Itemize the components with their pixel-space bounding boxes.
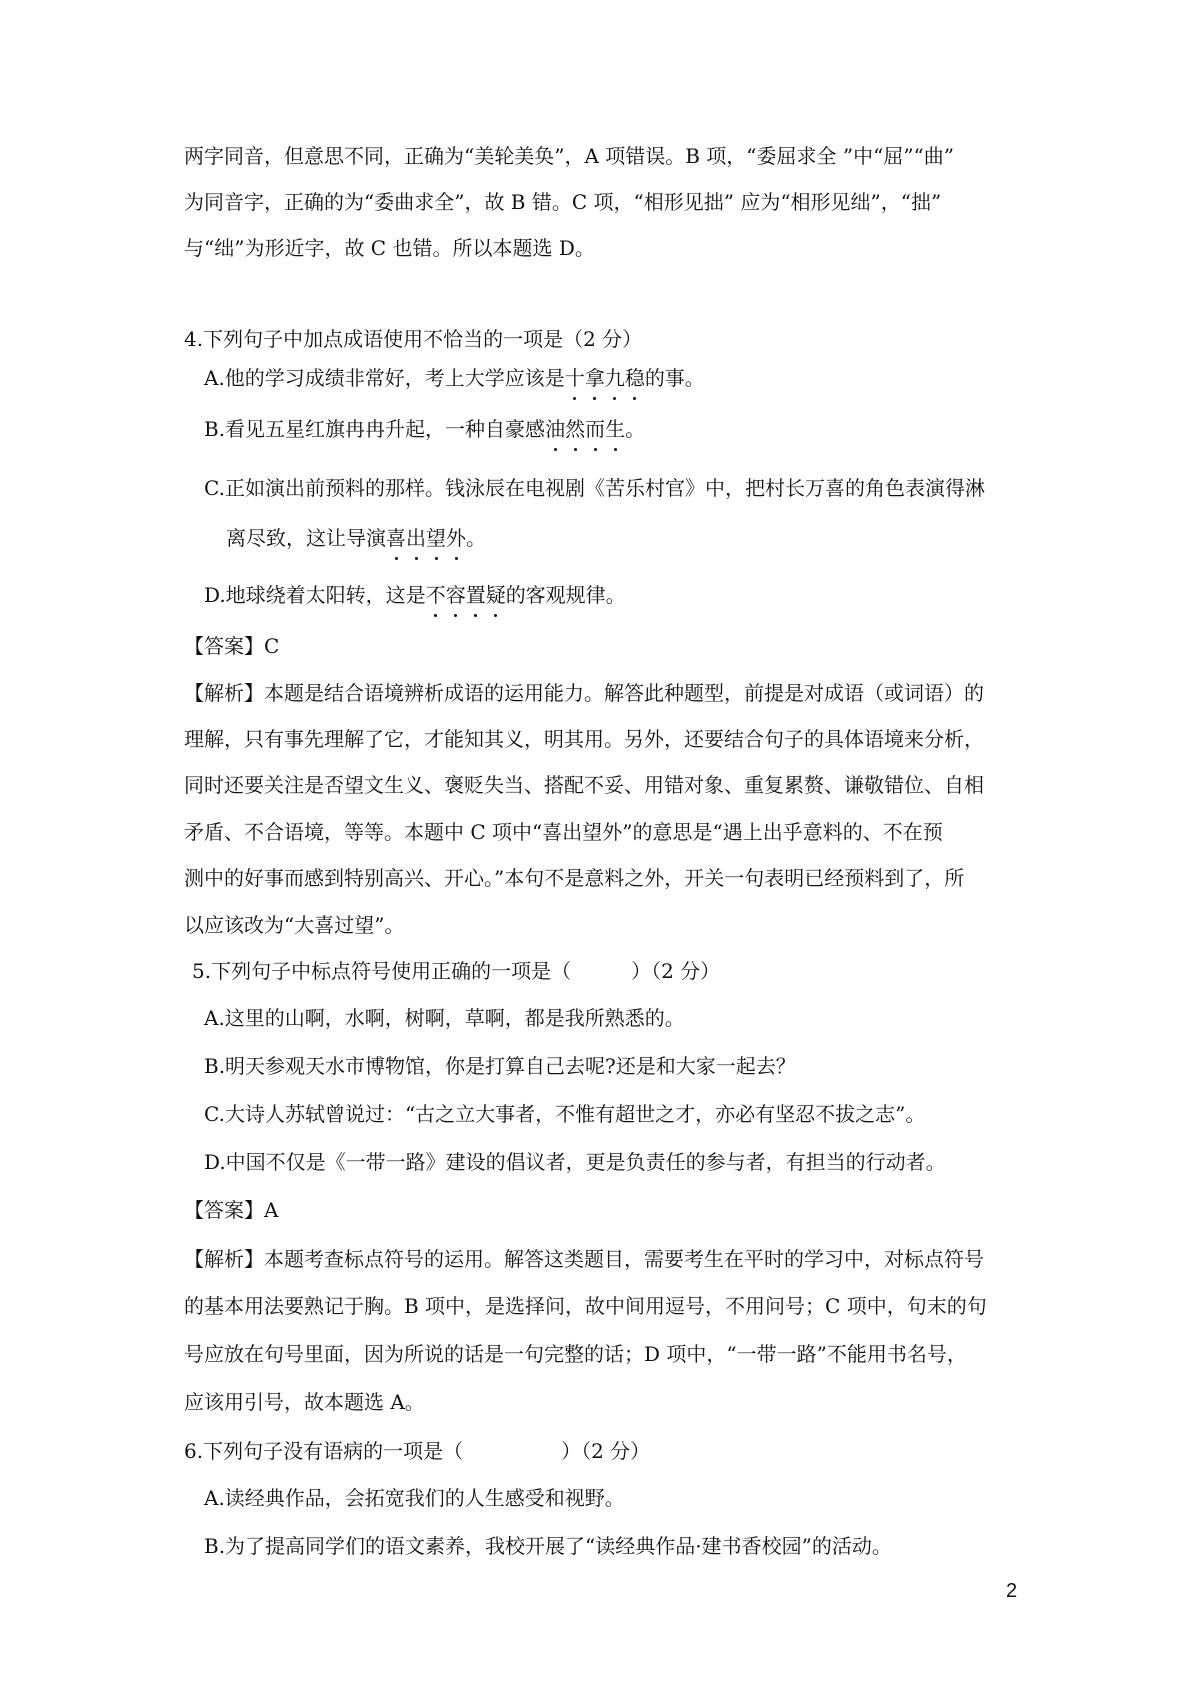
option-text: 的客观规律。 [505,583,626,607]
stem-text: ）（2 分） [631,959,721,983]
q5-option-b: B.明天参观天水市博物馆，你是打算自己去呢?还是和大家一起去？ [204,1054,796,1078]
explanation-line: 为同音字，正确的为“委曲求全”，故 B 错。C 项，“相形见拙” 应为“相形见绌”，“拙” [184,190,942,214]
option-text: D.地球绕着太阳转，这是 [204,583,426,607]
dotted-idiom [386,526,466,550]
q5-analysis-line: 【解析】本题考查标点符号的运用。解答这类题目，需要考生在平时的学习中，对标点符号 [184,1247,984,1271]
dotted-char: 出 [406,526,426,550]
q5-analysis-line: 的基本用法要熟记于胸。B 项中，是选择问，故中间用逗号，不用问号；C 项中，句末的句 [184,1294,987,1318]
dotted-char: 外 [446,526,466,550]
q4-option-c-line1: C.正如演出前预料的那样。钱泳辰在电视剧《苦乐村官》中，把村长万喜的角色表演得淋 [204,476,985,500]
dotted-char: 望 [426,526,446,550]
q4-analysis-line: 以应该改为“大喜过望”。 [184,913,405,937]
dotted-char: 拿 [584,366,605,390]
q5-option-c: C.大诗人苏轼曾说过：“古之立大事者，不惟有超世之才，亦必有坚忍不拔之志”。 [204,1102,926,1126]
dotted-char: 疑 [485,583,506,607]
q4-option-a [204,364,705,392]
dotted-char: 油 [545,417,566,441]
q4-analysis-line: 同时还要关注是否望文生义、褒贬失当、搭配不妥、用错对象、重复累赘、谦敬错位、自相 [184,773,984,797]
q4-option-c-line2 [226,524,486,552]
dotted-char: 喜 [386,526,406,550]
explanation-line: 与“绌”为形近字，故 C 也错。所以本题选 D。 [184,236,595,260]
stem-text: 6.下列句子没有语病的一项是（ [184,1439,464,1463]
dotted-char: 容 [445,583,466,607]
q4-analysis-line: 理解，只有事先理解了它，才能知其义，明其用。另外，还要结合句子的具体语境来分析， [184,727,984,751]
q4-option-b [204,415,645,443]
option-text: 离尽致，这让导演 [226,526,386,550]
q5-analysis-line: 号应放在句号里面，因为所说的话是一句完整的话；D 项中，“一带一路”不能用书名号， [184,1342,967,1366]
dotted-idiom [565,366,645,390]
option-text: 。 [466,526,486,550]
q5-option-d: D.中国不仅是《一带一路》建设的倡议者，更是负责任的参与者，有担当的行动者。 [204,1150,946,1174]
option-text: 的事。 [644,366,705,390]
stem-text: 5.下列句子中标点符号使用正确的一项是（ [192,959,572,983]
option-text: A.他的学习成绩非常好，考上大学应该是 [204,366,565,390]
question-6-stem [184,1437,650,1465]
dotted-idiom [426,583,506,607]
q4-analysis-line: 【解析】本题是结合语境辨析成语的运用能力。解答此种题型，前提是对成语（或词语）的 [184,681,984,705]
dotted-char: 置 [465,583,486,607]
explanation-line: 两字同音，但意思不同，正确为“美轮美奂”，A 项错误。B 项，“委屈求全 ”中“屈”“曲” [184,144,955,168]
q5-option-a: A.这里的山啊，水啊，树啊，草啊，都是我所熟悉的。 [204,1006,685,1030]
question-5-stem [192,957,720,985]
dotted-char: 十 [564,366,585,390]
dotted-char: 然 [565,417,586,441]
dotted-char: 生 [605,417,626,441]
dotted-idiom [545,417,625,441]
q4-option-d [204,581,626,609]
q6-option-b: B.为了提高同学们的语文素养，我校开展了“读经典作品·建书香校园”的活动。 [204,1534,892,1558]
q5-analysis-line: 应该用引号，故本题选 A。 [184,1390,425,1414]
question-4-stem: 4.下列句子中加点成语使用不恰当的一项是（2 分） [184,327,643,351]
dotted-char: 九 [604,366,625,390]
dotted-char: 而 [585,417,606,441]
stem-text: ）（2 分） [561,1439,651,1463]
dotted-char: 不 [425,583,446,607]
page-number: 2 [1006,1580,1018,1602]
q4-analysis-line: 测中的好事而感到特别高兴、开心。”本句不是意料之外，开关一句表明已经预料到了，所 [184,866,965,890]
q4-answer: 【答案】C [184,634,280,658]
dotted-char: 稳 [624,366,645,390]
q6-option-a: A.读经典作品，会拓宽我们的人生感受和视野。 [204,1486,625,1510]
q4-analysis-line: 矛盾、不合语境，等等。本题中 C 项中“喜出望外”的意思是“遇上出乎意料的、不在预 [184,820,943,844]
option-text: B.看见五星红旗冉冉升起，一种自豪感 [204,417,546,441]
q5-answer: 【答案】A [184,1198,279,1222]
option-text: 。 [625,417,646,441]
